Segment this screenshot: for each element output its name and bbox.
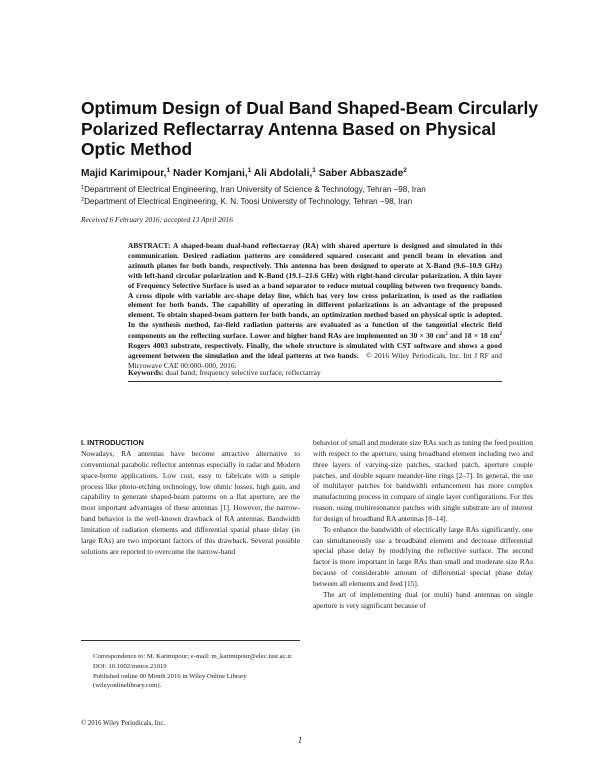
received-dates: Received 6 February 2016; accepted 13 April 2016	[81, 215, 233, 224]
affiliation-2	[81, 197, 541, 206]
author-affiliation-mark: 1	[247, 167, 252, 174]
affiliation-number: 2	[81, 197, 85, 203]
author-affiliation-mark: 1	[166, 167, 171, 174]
keywords	[128, 368, 502, 377]
abstract-label: ABSTRACT:	[128, 241, 171, 250]
author-name: Saber Abbaszade	[318, 168, 404, 179]
author-affiliation-mark: 2	[403, 167, 407, 174]
abstract-text: A shaped-beam dual-band reflectarray (RA) with shared aperture is designed and simulated in this communication. Desired radiation patterns are considered squared cosecant and pencil beam in elevation and azimuth planes for both bands, respectively. This antenna has been designed to operate at X-Band (9.6–10.9 GHz) with left-hand circular polarization and K-Band (19.1–21.6 GHz) with right-hand circular polarization. A thin layer of Frequency Selective Surface is used as a band separator to reduce mutual coupling between two frequency bands. A cross dipole with variable arc-shape delay line, which has very low cross polarization, is used as the radiation element for both bands. The capability of operating in different polarizations is an advantage of the proposed element. To obtain shaped-beam pattern for both bands, an optimization method based on physical optic is adopted. In the synthesis method, far-field radiation patterns are evaluated as a function of the tangential electric field components on the reflecting surface. Lower and higher band RAs are implemented on 30 × 30 cm	[128, 241, 502, 341]
author-list	[81, 167, 541, 179]
affiliation-number: 1	[81, 185, 85, 191]
journal-citation: J RF and Microwave CAE 00:000–000, 2016.	[128, 350, 503, 370]
correspondence-footnote	[93, 652, 300, 691]
abstract-superscript: 2	[445, 332, 448, 338]
body-paragraph: To enhance the bandwidth of electrically large RAs significantly, one can simultaneously use a broadband element and decrease differential special phase delay by modifying the reflective surface. The second factor is more important in large RAs than small and moderate size RAs because of considerable amount of differential special phase delay between all elements and feed [15].	[313, 524, 533, 588]
footnote-divider	[81, 640, 300, 641]
abstract	[128, 241, 502, 371]
keywords-text: dual band; frequency selective surface; reflectarray	[165, 368, 321, 377]
page-number: 1	[297, 735, 303, 745]
paper-title: Optimum Design of Dual Band Shaped-Beam Circularly Polarized Reflectarray Antenna Based on Physical Optic Method	[81, 98, 539, 159]
footer-copyright: © 2016 Wiley Periodicals, Inc.	[81, 720, 166, 727]
body-paragraph: behavior of small and moderate size RAs such as tuning the feed position with respect to the aperture, using broadband element including two and three layers of varying-size patches, stacked patch, aperture couple patches, and double square meander-line rings [2–7]. In general, the use of multilayer patches for bandwidth enhancement has more complex manufacturing process in compare of single layer configurations. For this reason, using multiresonance patches with single substrate are of interest for design of broadband RA antennas [8–14].	[313, 438, 533, 523]
body-paragraph: The art of implementing dual (or multi) band antennas on single aperture is very significant because of	[313, 589, 533, 610]
abstract-superscript: 2	[499, 332, 502, 338]
body-paragraph: Nowadays, RA antennas have become attractive alternative to conventional parabolic reflector antennas especially in radar and Modern space-borne applications. Low cost, easy to fabricate with a simple process like photo-etching technology, low ohmic losses, high gain, and capability to generate shaped-beam patterns on a flat aperture, are the most important advantages of these antennas [1]. However, the narrow-band behavior is the well-known drawback of RA antennas. Bandwidth limitation of radiation elements and differential spatial phase delay (in large RAs) are two important factors of this drawback. Several possible solutions are reported to overcome the narrow-band	[81, 449, 300, 556]
author-name: Ali Abdolali,	[253, 168, 313, 179]
doi-line: DOI: 10.1002/mmce.21019	[93, 662, 167, 670]
author-name: Majid Karimipour,	[81, 168, 167, 179]
section-heading: I. INTRODUCTION	[81, 438, 144, 447]
affiliation-text: Department of Electrical Engineering, Iran University of Science & Technology, Tehran −98, Iran	[84, 185, 426, 194]
keywords-label: Keywords:	[128, 368, 164, 377]
author-name: Nader Komjani,	[172, 168, 248, 179]
abstract-text: and 18 × 18 cm	[447, 331, 500, 341]
author-affiliation-mark: 1	[312, 167, 316, 174]
abstract-divider	[128, 381, 502, 382]
correspondence-line: Correspondence to: M. Karimipour; e-mail: m_karimipour@elec.iust.ac.ir.	[93, 653, 293, 660]
left-column	[81, 449, 300, 629]
affiliation-text: Department of Electrical Engineering, K. N. Toosi University of Technology, Tehran −98, Iran	[84, 197, 413, 206]
published-online-line: Published online 00 Month 2016 in Wiley Online Library (wileyonlinelibrary.com).	[93, 672, 247, 690]
abstract-text: Rogers 4003 substrate, respectively. Finally, the whole structure is simulated with CST software and shows a good agreement between the simulation and the ideal patterns at two bands.	[128, 341, 502, 360]
affiliation-1	[81, 185, 541, 194]
right-column	[313, 438, 533, 750]
abstract-copyright: © 2016 Wiley Periodicals, Inc. Int	[366, 350, 472, 360]
